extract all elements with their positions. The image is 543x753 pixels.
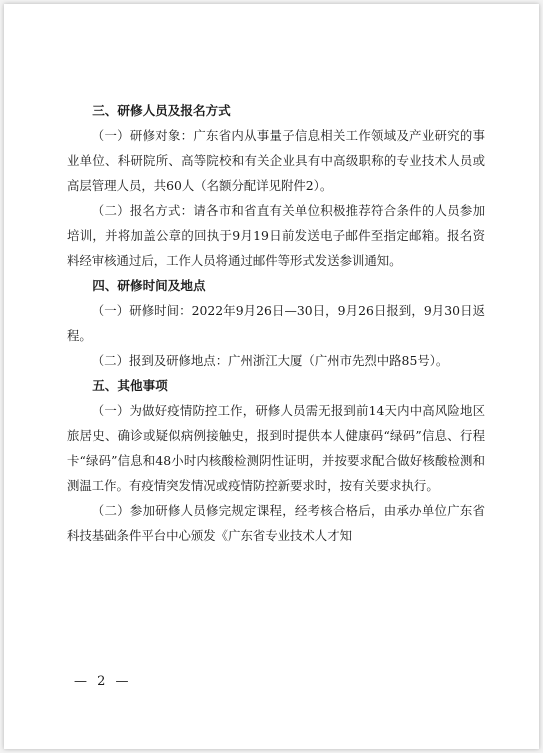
document-page: [4, 4, 539, 749]
paragraph-epidemic-prevention: （一）为做好疫情防控工作，研修人员需无报到前14天内中高风险地区旅居史、确诊或疑似病例接触史，报到时提供本人健康码“绿码”信息、行程卡“绿码”信息和48小时内核酸检测阴性证明，并按要求配合做好核酸检测和测温工作。有疫情突发情况或疫情防控新要求时，按有关要求执行。: [67, 403, 485, 493]
section-heading-time-location: 四、研修时间及地点: [92, 278, 206, 293]
section-heading-personnel-registration: 三、研修人员及报名方式: [92, 103, 231, 118]
document-body: [67, 98, 485, 548]
page-number: — 2 —: [74, 674, 132, 689]
section-heading-other-matters: 五、其他事项: [92, 378, 168, 393]
paragraph-training-targets: （一）研修对象：广东省内从事量子信息相关工作领域及产业研究的事业单位、科研院所、高等院校和有关企业具有中高级职称的专业技术人员或高层管理人员，共60人（名额分配详见附件2）。: [67, 128, 485, 193]
paragraph-certificate: （二）参加研修人员修完规定课程，经考核合格后，由承办单位广东省科技基础条件平台中心颁发《广东省专业技术人才知: [67, 503, 485, 543]
paragraph-training-location: （二）报到及研修地点：广州浙江大厦（广州市先烈中路85号）。: [91, 353, 449, 368]
paragraph-registration-method: （二）报名方式：请各市和省直有关单位积极推荐符合条件的人员参加培训，并将加盖公章的回执于9月19日前发送电子邮件至指定邮箱。报名资料经审核通过后，工作人员将通过邮件等形式发送参训通知。: [67, 203, 485, 268]
paragraph-training-time: （一）研修时间：2022年9月26日—30日，9月26日报到，9月30日返程。: [67, 303, 485, 343]
